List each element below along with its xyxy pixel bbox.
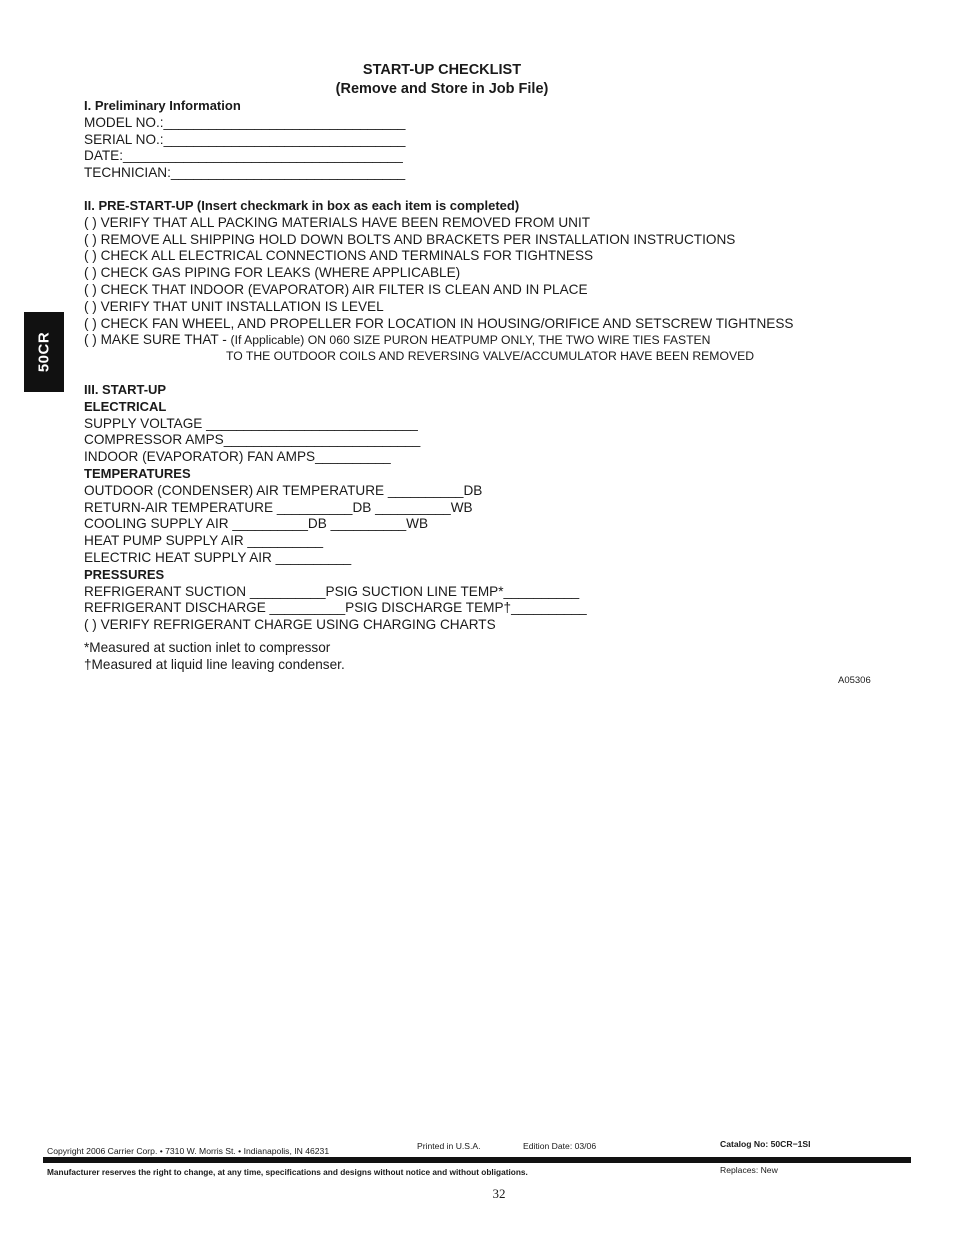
- side-tab-label: 50CR: [35, 331, 53, 373]
- footer-catalog: Catalog No: 50CR−1SI: [720, 1139, 811, 1149]
- verify-charge-item: ( ) VERIFY REFRIGERANT CHARGE USING CHARGING CHARTS: [84, 617, 496, 633]
- cooling-supply-air-field: COOLING SUPPLY AIR __________DB __________WB: [84, 516, 429, 532]
- indoor-fan-amps-field: INDOOR (EVAPORATOR) FAN AMPS__________: [84, 449, 391, 465]
- page-subtitle: (Remove and Store in Job File): [335, 81, 549, 97]
- checklist-item-lead: ( ) MAKE SURE THAT -: [84, 332, 231, 348]
- checklist-item: ( ) VERIFY THAT UNIT INSTALLATION IS LEVEL: [84, 298, 384, 314]
- footer-replaces: Replaces: New: [720, 1165, 778, 1175]
- heat-pump-supply-air-field: HEAT PUMP SUPPLY AIR __________: [84, 533, 324, 549]
- date-field: DATE:_____________________________________: [84, 148, 403, 164]
- page-title: START-UP CHECKLIST: [362, 62, 522, 78]
- model-no-field: MODEL NO.:________________________________: [84, 114, 406, 130]
- footer-printed: Printed in U.S.A.: [417, 1141, 481, 1151]
- section-heading: I. Preliminary Information: [84, 98, 241, 113]
- supply-voltage-field: SUPPLY VOLTAGE ____________________________: [84, 415, 418, 431]
- checklist-item: ( ) CHECK GAS PIPING FOR LEAKS (WHERE APPLICABLE): [84, 265, 461, 281]
- footer-copyright: Copyright 2006 Carrier Corp. • 7310 W. Morris St. • Indianapolis, IN 46231: [47, 1146, 330, 1156]
- refrigerant-suction-field: REFRIGERANT SUCTION __________PSIG SUCTION LINE TEMP*__________: [84, 583, 580, 599]
- checklist-item: ( ) CHECK FAN WHEEL, AND PROPELLER FOR LOCATION IN HOUSING/ORIFICE AND SETSCREW TIGHTNESS: [84, 315, 794, 331]
- side-tab: [24, 312, 64, 392]
- section-pre-start-up: [84, 198, 794, 363]
- serial-no-field: SERIAL NO.:________________________________: [84, 131, 406, 147]
- footer-edition: Edition Date: 03/06: [523, 1141, 597, 1151]
- temperatures-heading: TEMPERATURES: [84, 465, 191, 481]
- electrical-heading: ELECTRICAL: [84, 398, 167, 414]
- footer-disclaimer: Manufacturer reserves the right to change, at any time, specifications and designs without notice and without obligations.: [47, 1167, 528, 1177]
- checklist-item: ( ) CHECK ALL ELECTRICAL CONNECTIONS AND TERMINALS FOR TIGHTNESS: [84, 248, 594, 264]
- return-air-temp-field: RETURN-AIR TEMPERATURE __________DB __________WB: [84, 499, 473, 515]
- footnote: *Measured at suction inlet to compressor: [84, 639, 331, 655]
- checklist-item: ( ) CHECK THAT INDOOR (EVAPORATOR) AIR FILTER IS CLEAN AND IN PLACE: [84, 281, 588, 297]
- electric-heat-supply-air-field: ELECTRIC HEAT SUPPLY AIR __________: [84, 549, 352, 565]
- checklist-item-make-sure: [84, 332, 794, 349]
- outdoor-air-temp-field: OUTDOOR (CONDENSER) AIR TEMPERATURE __________DB: [84, 482, 483, 498]
- figure-code: A05306: [838, 675, 871, 686]
- footnote: †Measured at liquid line leaving condenser.: [84, 656, 345, 672]
- checklist-item: ( ) REMOVE ALL SHIPPING HOLD DOWN BOLTS AND BRACKETS PER INSTALLATION INSTRUCTIONS: [84, 231, 736, 247]
- checklist-item-continuation: TO THE OUTDOOR COILS AND REVERSING VALVE/ACCUMULATOR HAVE BEEN REMOVED: [226, 349, 754, 364]
- checklist-item: ( ) VERIFY THAT ALL PACKING MATERIALS HAVE BEEN REMOVED FROM UNIT: [84, 214, 591, 230]
- technician-field: TECHNICIAN:_______________________________: [84, 165, 406, 181]
- section-heading: III. START-UP: [84, 382, 167, 397]
- refrigerant-discharge-field: REFRIGERANT DISCHARGE __________PSIG DISCHARGE TEMP†__________: [84, 600, 587, 616]
- section-start-up: [84, 382, 587, 674]
- pressures-heading: PRESSURES: [84, 566, 165, 582]
- checklist-item-note: (If Applicable) ON 060 SIZE PURON HEATPUMP ONLY, THE TWO WIRE TIES FASTEN: [230, 333, 711, 348]
- section-heading: II. PRE-START-UP (Insert checkmark in box as each item is completed): [84, 198, 520, 213]
- footer-divider: [43, 1157, 911, 1163]
- section-preliminary: [84, 98, 406, 182]
- compressor-amps-field: COMPRESSOR AMPS__________________________: [84, 432, 421, 448]
- page-number: 32: [492, 1186, 506, 1201]
